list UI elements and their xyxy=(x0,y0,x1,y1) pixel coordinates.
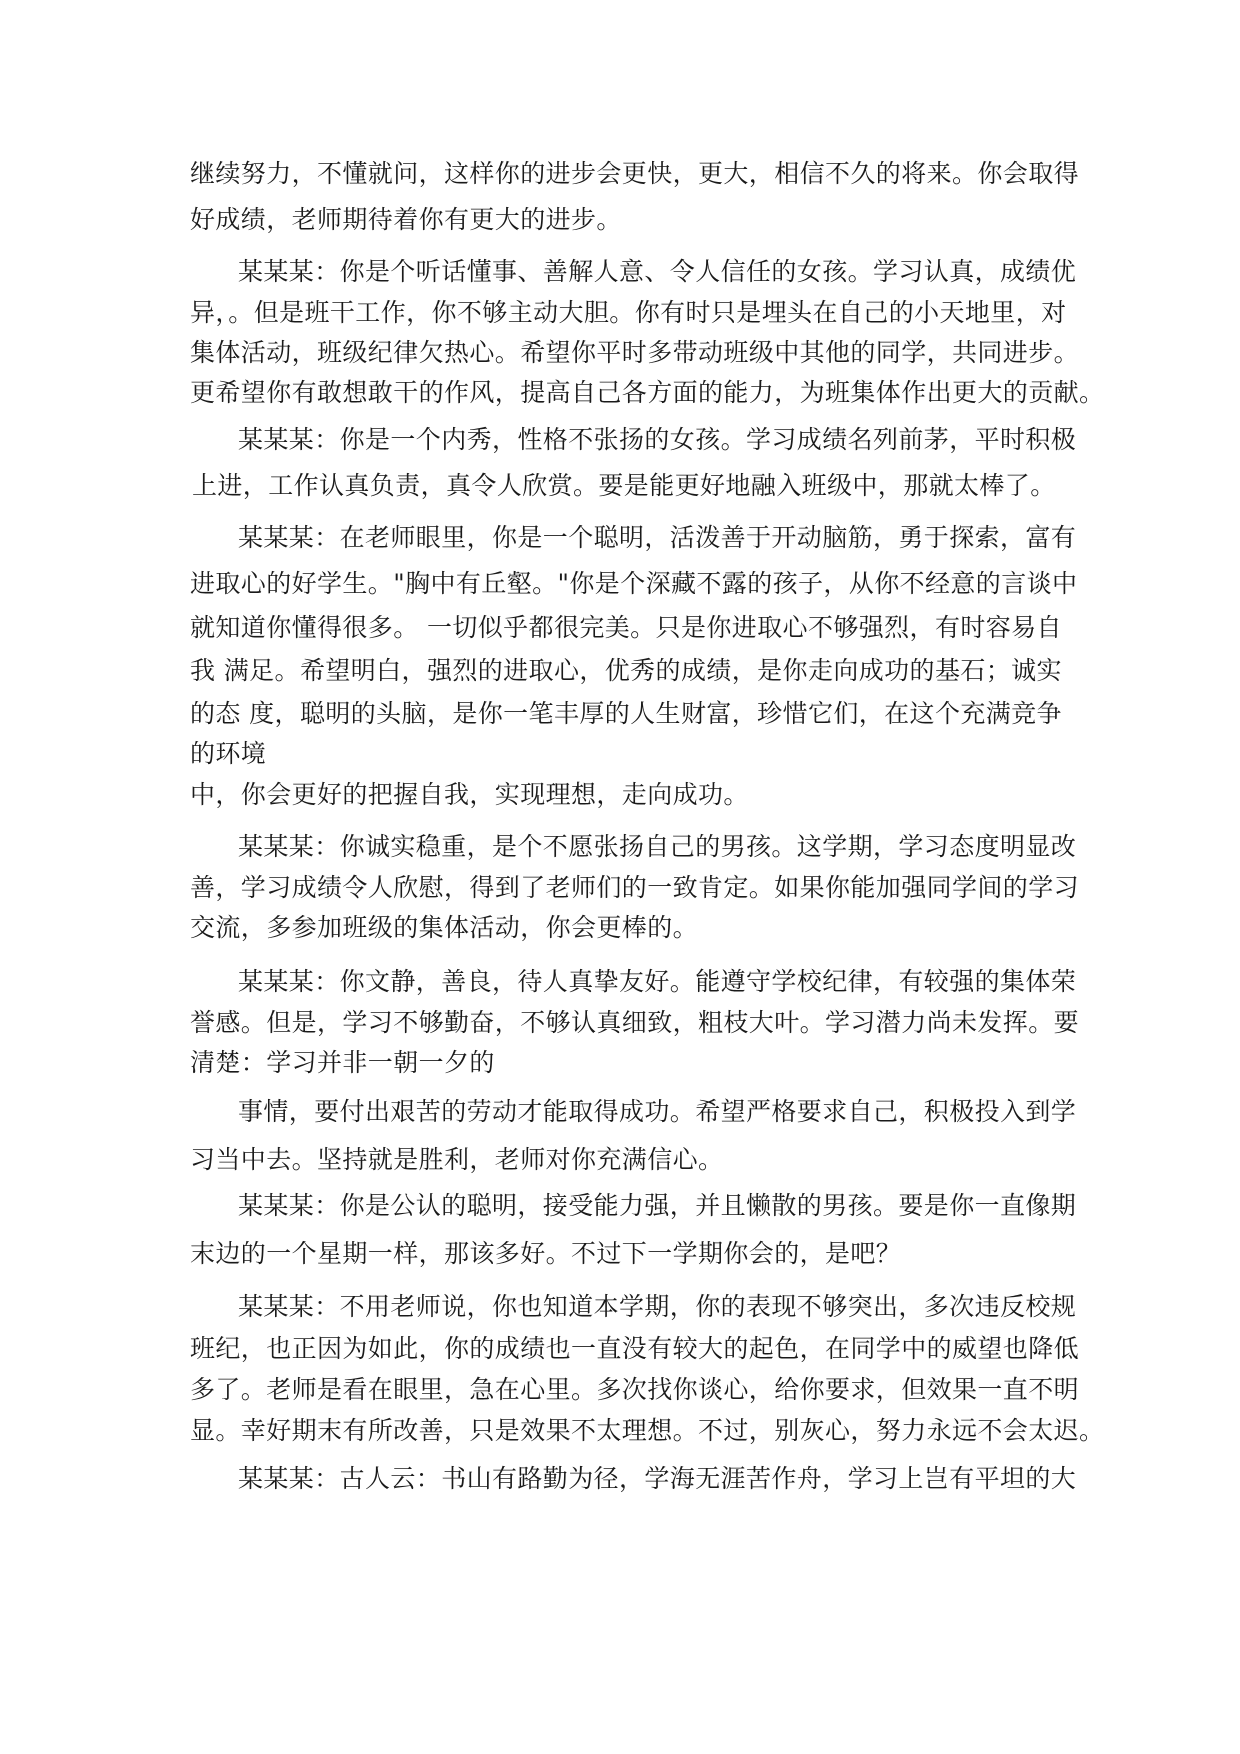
text-line: 上进，工作认真负责，真令人欣赏。要是能更好地融入班级中，那就太棒了。 xyxy=(192,471,1056,500)
text-line: 某某某：你是个听话懂事、善解人意、令人信任的女孩。学习认真，成绩优 xyxy=(238,257,1077,286)
text-line: 某某某：不用老师说，你也知道本学期，你的表现不够突出，多次违反校规 xyxy=(238,1292,1077,1321)
text-line: 更希望你有敢想敢干的作风，提高自己各方面的能力，为班集体作出更大的贡献。 xyxy=(190,378,1105,407)
text-line: 某某某：你文静，善良，待人真挚友好。能遵守学校纪律，有较强的集体荣 xyxy=(238,967,1077,996)
text-line: 集体活动，班级纪律欠热心。希望你平时多带动班级中其他的同学，共同进步。 xyxy=(190,338,1080,367)
text-line: 异，。但是班干工作，你不够主动大胆。你有时只是埋头在自己的小天地里，对 xyxy=(190,298,1067,327)
text-line: 中，你会更好的把握自我，实现理想，走向成功。 xyxy=(190,780,749,809)
text-line: 善，学习成绩令人欣慰，得到了老师们的一致肯定。如果你能加强同学间的学习 xyxy=(190,873,1080,902)
text-line: 末边的一个星期一样，那该多好。不过下一学期你会的，是吧？ xyxy=(190,1239,902,1268)
text-line: 的环境 xyxy=(190,739,267,768)
text-line: 多了。老师是看在眼里，急在心里。多次找你谈心，给你要求，但效果一直不明 xyxy=(190,1375,1080,1404)
text-line: 某某某：你是公认的聪明，接受能力强，并且懒散的男孩。要是你一直像期 xyxy=(238,1191,1077,1220)
text-line: 我 满足。希望明白，强烈的进取心，优秀的成绩，是你走向成功的基石；诚实 xyxy=(190,656,1062,685)
text-line: 就知道你懂得很多。 一切似乎都很完美。只是你进取心不够强烈，有时容易自 xyxy=(190,613,1062,642)
text-line: 某某某：古人云：书山有路勤为径，学海无涯苦作舟，学习上岂有平坦的大 xyxy=(238,1464,1077,1493)
text-line: 习当中去。坚持就是胜利，老师对你充满信心。 xyxy=(190,1145,724,1174)
text-line: 事情，要付出艰苦的劳动才能取得成功。希望严格要求自己，积极投入到学 xyxy=(238,1097,1077,1126)
text-line: 交流，多参加班级的集体活动，你会更棒的。 xyxy=(190,913,699,942)
text-line: 清楚：学习并非一朝一夕的 xyxy=(190,1048,495,1077)
text-line: 好成绩，老师期待着你有更大的进步。 xyxy=(190,205,622,234)
text-line: 某某某：你诚实稳重，是个不愿张扬自己的男孩。这学期，学习态度明显改 xyxy=(238,832,1077,861)
text-line: 某某某：你是一个内秀，性格不张扬的女孩。学习成绩名列前茅，平时积极 xyxy=(238,425,1077,454)
text-line: 班纪，也正因为如此，你的成绩也一直没有较大的起色，在同学中的威望也降低 xyxy=(190,1334,1080,1363)
text-line: 某某某：在老师眼里，你是一个聪明，活泼善于开动脑筋，勇于探索，富有 xyxy=(238,523,1077,552)
text-line: 继续努力，不懂就问，这样你的进步会更快，更大，相信不久的将来。你会取得 xyxy=(190,159,1080,188)
text-line: 进取心的好学生。"胸中有丘壑。"你是个深藏不露的孩子，从你不经意的言谈中 xyxy=(190,569,1078,598)
text-line: 的态 度，聪明的头脑，是你一笔丰厚的人生财富，珍惜它们，在这个充满竞争 xyxy=(190,699,1062,728)
text-line: 显。幸好期末有所改善，只是效果不太理想。不过，别灰心，努力永远不会太迟。 xyxy=(190,1416,1105,1445)
text-line: 誉感。但是，学习不够勤奋，不够认真细致，粗枝大叶。学习潜力尚未发挥。要 xyxy=(190,1008,1080,1037)
